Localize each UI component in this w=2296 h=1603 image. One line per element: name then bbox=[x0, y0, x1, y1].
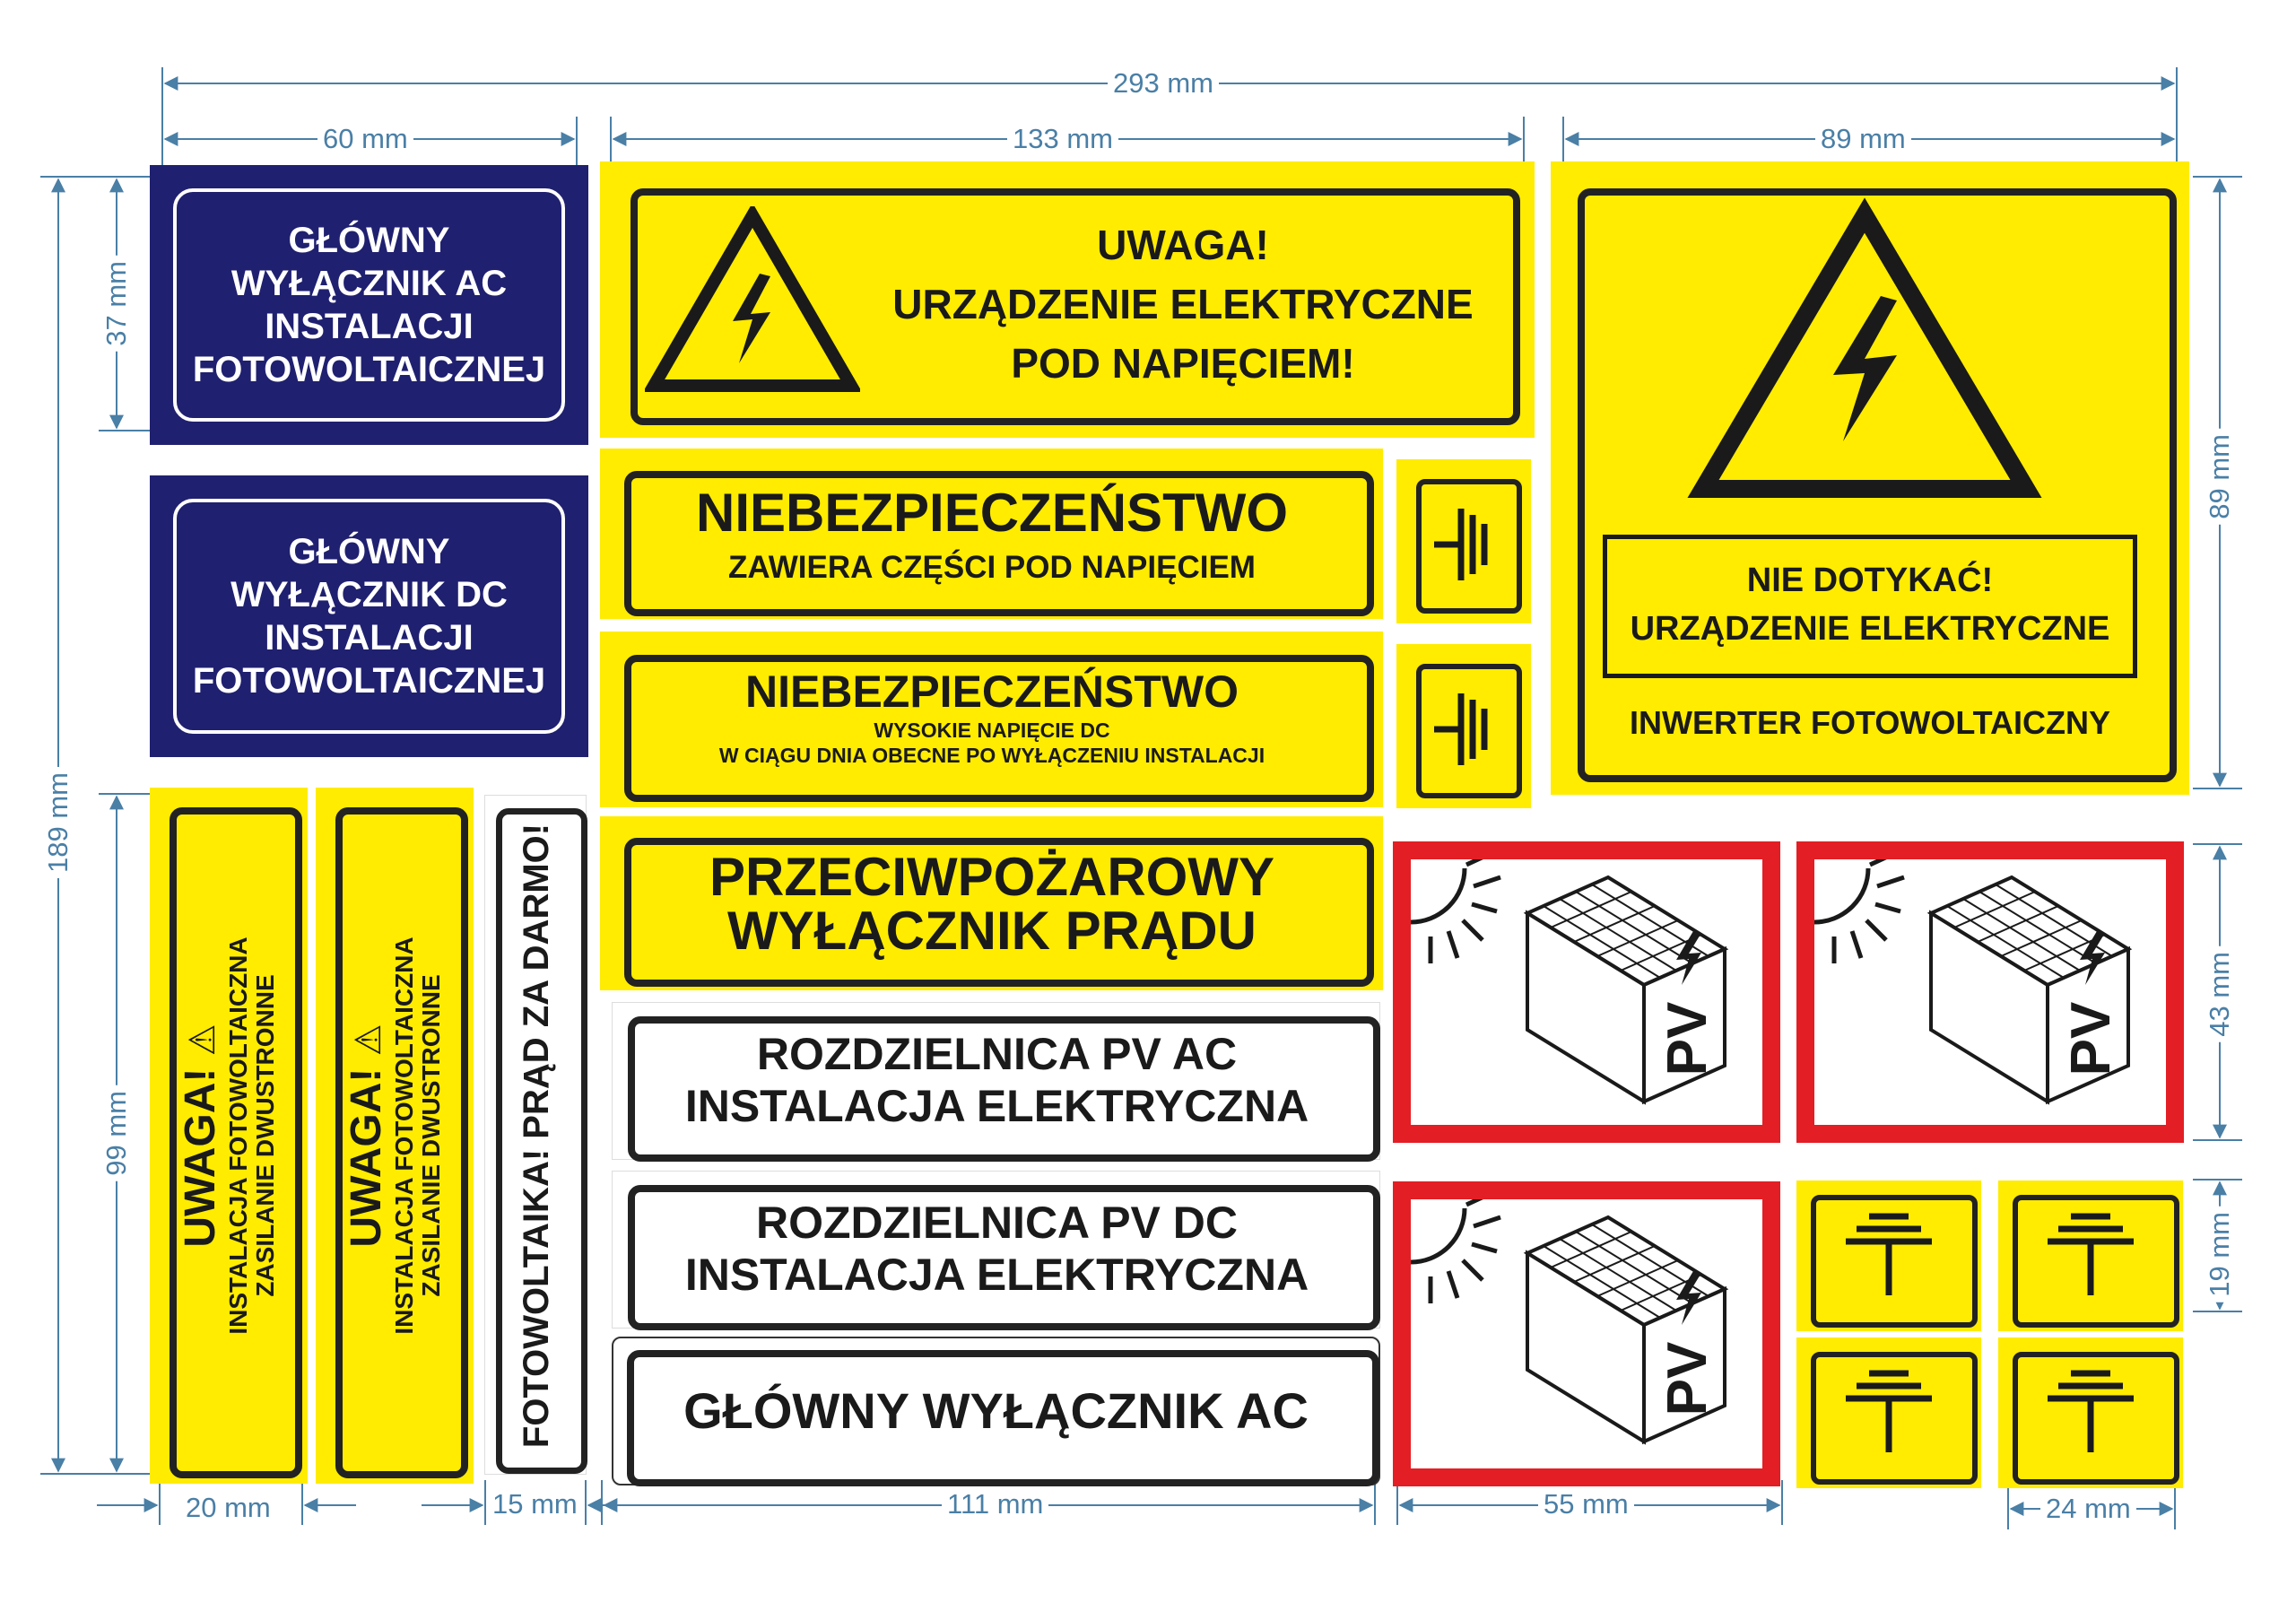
sign-text: INSTALACJA ELEKTRYCZNA bbox=[684, 1250, 1309, 1300]
sign-text: POD NAPIĘCIEM! bbox=[1011, 340, 1355, 387]
sign-vertical-uwaga-1 bbox=[150, 788, 308, 1484]
sign-distribution-ac bbox=[612, 1002, 1380, 1160]
sign-earth-4 bbox=[1998, 1337, 2183, 1488]
sign-blue-main-switch-ac bbox=[150, 165, 588, 445]
sign-vertical-free-power bbox=[484, 795, 587, 1475]
dim-pv-width: 55 mm bbox=[1538, 1489, 1634, 1520]
dim-total-height: 189 mm bbox=[43, 767, 74, 878]
sign-text: INSTALACJA ELEKTRYCZNA bbox=[684, 1081, 1309, 1131]
sign-footer: INWERTER FOTOWOLTAICZNY bbox=[1630, 704, 2110, 741]
sign-text: ROZDZIELNICA PV DC bbox=[755, 1198, 1239, 1248]
sign-text: WYŁĄCZNIK DC bbox=[230, 575, 508, 614]
sign-ground-2 bbox=[1396, 644, 1531, 808]
sign-text: INSTALACJA FOTOWOLTAICZNA bbox=[390, 937, 418, 1335]
sun-icon bbox=[1411, 1199, 1500, 1303]
sign-text: URZĄDZENIE ELEKTRYCZNE bbox=[892, 281, 1474, 327]
sign-danger-high-voltage-dc bbox=[600, 632, 1383, 807]
sign-title: NIEBEZPIECZEŃSTWO bbox=[695, 483, 1289, 543]
pv-sign-graphic bbox=[1814, 859, 2166, 1125]
sign-fire-switch bbox=[600, 816, 1383, 990]
sun-icon bbox=[1814, 859, 1904, 963]
sign-subtitle: ZAWIERA CZĘŚCI POD NAPIĘCIEM bbox=[728, 550, 1256, 585]
dim-wide-yellow-width: 133 mm bbox=[1007, 124, 1118, 154]
earth-terminal-icon bbox=[2046, 1209, 2135, 1299]
dim-vertical-width-20: 20 mm bbox=[180, 1493, 276, 1523]
sign-text: WYŁĄCZNIK PRĄDU bbox=[727, 901, 1257, 961]
high-voltage-triangle-icon bbox=[645, 206, 860, 395]
sign-text: NIE DOTYKAĆ! bbox=[1746, 562, 1994, 599]
sign-text: FOTOWOLTAICZNEJ bbox=[192, 350, 546, 389]
pv-sign-graphic bbox=[1411, 1199, 1762, 1468]
sign-main-switch-ac-white bbox=[612, 1337, 1380, 1485]
dim-white-sign-width: 111 mm bbox=[942, 1489, 1048, 1520]
sign-text: INSTALACJI bbox=[265, 307, 474, 346]
sign-subtitle: WYSOKIE NAPIĘCIE DC bbox=[874, 719, 1110, 742]
earth-terminal-icon bbox=[1844, 1366, 1934, 1456]
sign-pv-3 bbox=[1393, 1181, 1780, 1486]
dim-small-square-width: 24 mm bbox=[2040, 1494, 2136, 1524]
sign-title: UWAGA! bbox=[177, 1067, 224, 1248]
dim-total-width: 293 mm bbox=[1108, 68, 1219, 99]
ground-symbol-icon bbox=[1432, 680, 1504, 779]
sun-icon bbox=[1411, 859, 1500, 963]
ground-symbol-icon bbox=[1432, 495, 1504, 594]
sign-distribution-dc bbox=[612, 1171, 1380, 1329]
sign-text: INSTALACJA FOTOWOLTAICZNA bbox=[224, 937, 252, 1335]
high-voltage-triangle-icon bbox=[1685, 197, 2044, 502]
dim-big-square-height: 89 mm bbox=[2205, 429, 2235, 525]
sign-pv-1 bbox=[1393, 841, 1780, 1143]
sign-text: GŁÓWNY WYŁĄCZNIK AC bbox=[683, 1382, 1309, 1439]
dim-small-square-height: 19 mm bbox=[2205, 1207, 2235, 1302]
sign-inverter bbox=[1551, 161, 2189, 795]
sign-text: FOTOWOLTAICZNEJ bbox=[192, 661, 546, 701]
warning-triangle-icon: ⚠ bbox=[183, 1024, 222, 1057]
sign-text: ROZDZIELNICA PV AC bbox=[756, 1029, 1238, 1079]
sign-text: ZASILANIE DWUSTRONNE bbox=[251, 974, 279, 1297]
sign-text: URZĄDZENIE ELEKTRYCZNE bbox=[1630, 610, 2110, 648]
pv-label: PV bbox=[2059, 1001, 2122, 1076]
pv-label: PV bbox=[1656, 1341, 1718, 1416]
sign-text: FOTOWOLTAIKA! PRĄD ZA DARMO! bbox=[517, 823, 556, 1449]
dim-vertical-width-15: 15 mm bbox=[487, 1489, 583, 1520]
sign-earth-2 bbox=[1998, 1180, 2183, 1331]
sign-text: ZASILANIE DWUSTRONNE bbox=[417, 974, 445, 1297]
sign-subtitle: W CIĄGU DNIA OBECNE PO WYŁĄCZENIU INSTALACJI bbox=[718, 744, 1265, 767]
dim-blue-height: 37 mm bbox=[101, 256, 132, 352]
dim-vertical-height: 99 mm bbox=[101, 1085, 132, 1181]
sign-vertical-uwaga-2 bbox=[316, 788, 474, 1484]
sign-title: NIEBEZPIECZEŃSTWO bbox=[744, 666, 1239, 717]
sign-text: GŁÓWNY bbox=[288, 221, 450, 260]
sign-ground-1 bbox=[1396, 459, 1531, 623]
dim-blue-width: 60 mm bbox=[317, 124, 413, 154]
earth-terminal-icon bbox=[2046, 1366, 2135, 1456]
sign-earth-3 bbox=[1796, 1337, 1981, 1488]
sign-title: UWAGA! bbox=[343, 1067, 390, 1248]
dim-pv-height: 43 mm bbox=[2205, 946, 2235, 1042]
earth-terminal-icon bbox=[1844, 1209, 1934, 1299]
sign-earth-1 bbox=[1796, 1180, 1981, 1331]
sign-text: INSTALACJI bbox=[265, 618, 474, 658]
sign-text: WYŁĄCZNIK AC bbox=[230, 264, 508, 303]
sign-text: PRZECIWPOŻAROWY bbox=[709, 847, 1274, 907]
sign-text: GŁÓWNY bbox=[288, 532, 450, 571]
sign-pv-2 bbox=[1796, 841, 2184, 1143]
sign-uwaga-voltage bbox=[600, 161, 1535, 438]
sign-danger-live-parts bbox=[600, 449, 1383, 619]
pv-sign-graphic bbox=[1411, 859, 1762, 1125]
warning-triangle-icon: ⚠ bbox=[349, 1024, 388, 1057]
sign-text: UWAGA! bbox=[1097, 222, 1269, 268]
dim-big-square-width: 89 mm bbox=[1815, 124, 1911, 154]
pv-label: PV bbox=[1656, 1001, 1718, 1076]
sign-blue-main-switch-dc bbox=[150, 475, 588, 757]
